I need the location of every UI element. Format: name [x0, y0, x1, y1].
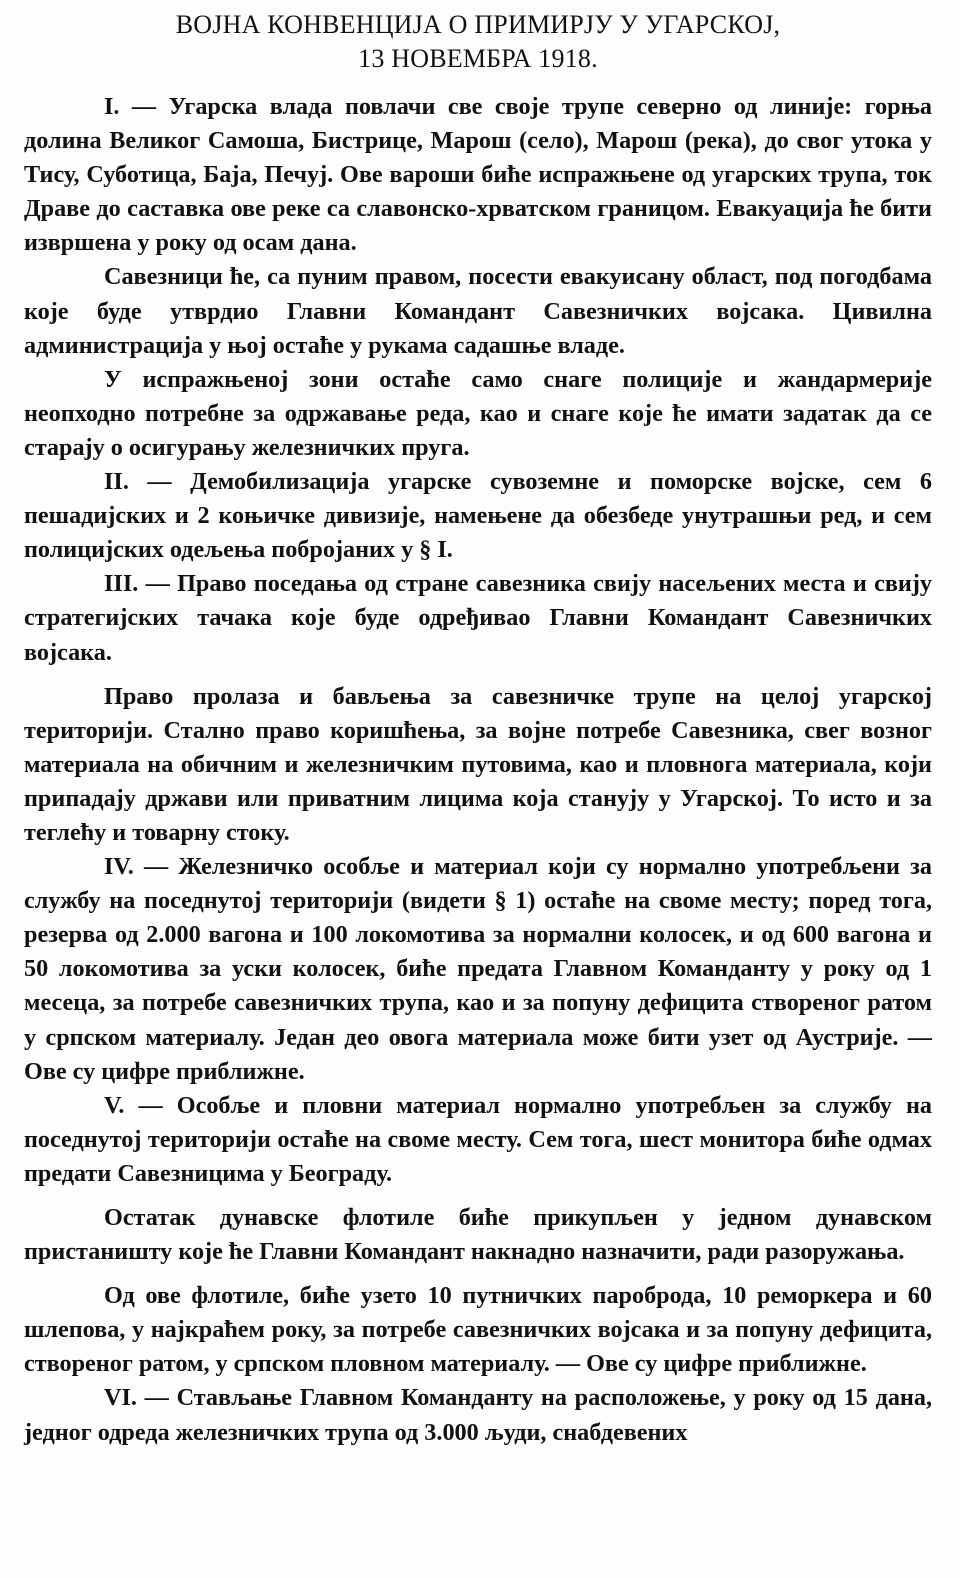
paragraph-section-5: V. — Особље и пловни материал нормално употребљен за службу на поседнутој територији остаће на своме месту. Сем тога, шест монитора биће одмах предати Савезницима у Београду. [24, 1091, 932, 1187]
paragraph-danube-flotilla: Остатак дунавске флотиле биће прикупљен у једном дунавском пристаништу које ће Главни Командант накнадно назначити, ради разоружања. [24, 1204, 932, 1266]
paragraph-section-6: VI. — Стављање Главном Команданту на расположење, у року од 15 дана, једног одреда железничких трупа од 3.000 људи, снабдевених [24, 1384, 932, 1446]
document-body [24, 90, 932, 1450]
paragraph-section-3: III. — Право поседања од стране савезника свију насељених места и свију стратегијских тачака које буде одређивао Главни Командант Савезничких војсака. [24, 570, 932, 666]
paragraph-section-1: I. — Угарска влада повлачи све своје трупе северно од линије: горња долина Великог Самоша, Бистрице, Марош (село), Марош (река), до свог утока у Тису, Суботица, Баја, Печуј. Ове вароши биће испражњене од угарских трупа, ток Драве до саставка ове реке са славонско-хрватском границом. Евакуација ће бити извршена у року од осам дана. [24, 93, 932, 257]
paragraph-flotilla-ships: Од ове флотиле, биће узето 10 путничких пароброда, 10 реморкера и 60 шлепова, у најкраћем року, за потребе савезничких војсака и за попуну дефицита, створеног ратом, у српском пловном материалу. — Ове су цифре приближне. [24, 1282, 932, 1378]
paragraph-occupation: Савезници ће, са пуним правом, посести евакуисану област, под погодбама које буде утврдио Главни Командант Савезничких војсака. Цивилна администрација у њој остаће у рукама садашње владе. [24, 263, 932, 359]
paragraph-evacuated-zone: У испражњеној зони остаће само снаге полиције и жандармерије неопходно потребне за одржавање реда, као и снаге које ће имати задатак да се старају о осигурању железничких пруга. [24, 365, 932, 461]
title-line-1: ВОЈНА КОНВЕНЦИЈА О ПРИМИРЈУ У УГАРСКОЈ, [175, 10, 781, 39]
paragraph-passage-rights: Право пролаза и бављења за савезничке трупе на целој угарској територији. Стално право коришћења, за војне потребе Савезника, свег возног материала на обичним и железничким путовима, као и пловнога материала, који припадају држави или приватним лицима која станују у Угарској. То исто и за теглећу и товарну стоку. [24, 682, 932, 846]
paragraph-section-4: IV. — Железничко особље и материал који су нормално употребљени за службу на поседнутој територији (видети § 1) остаће на своме месту; поред тога, резерва од 2.000 вагона и 100 локомотива за нормални колосек, и од 600 вагона и 50 локомотива за уски колосек, биће предата Главном Команданту у року од 1 месеца, за потребе савезничких трупа, као и за попуну дефицита створеног ратом у српском материалу. Један део овога материала може бити узет од Аустрије. — Ове су цифре приближне. [24, 853, 932, 1085]
document-title [24, 8, 932, 76]
paragraph-section-2: II. — Демобилизација угарске сувоземне и поморске војске, сем 6 пешадијских и 2 коњичке дивизије, намењене да обезбеде унутрашњи ред, и сем полицијских одељења побројаних у § I. [24, 468, 932, 564]
title-line-2: 13 НОВЕМБРА 1918. [358, 44, 598, 73]
